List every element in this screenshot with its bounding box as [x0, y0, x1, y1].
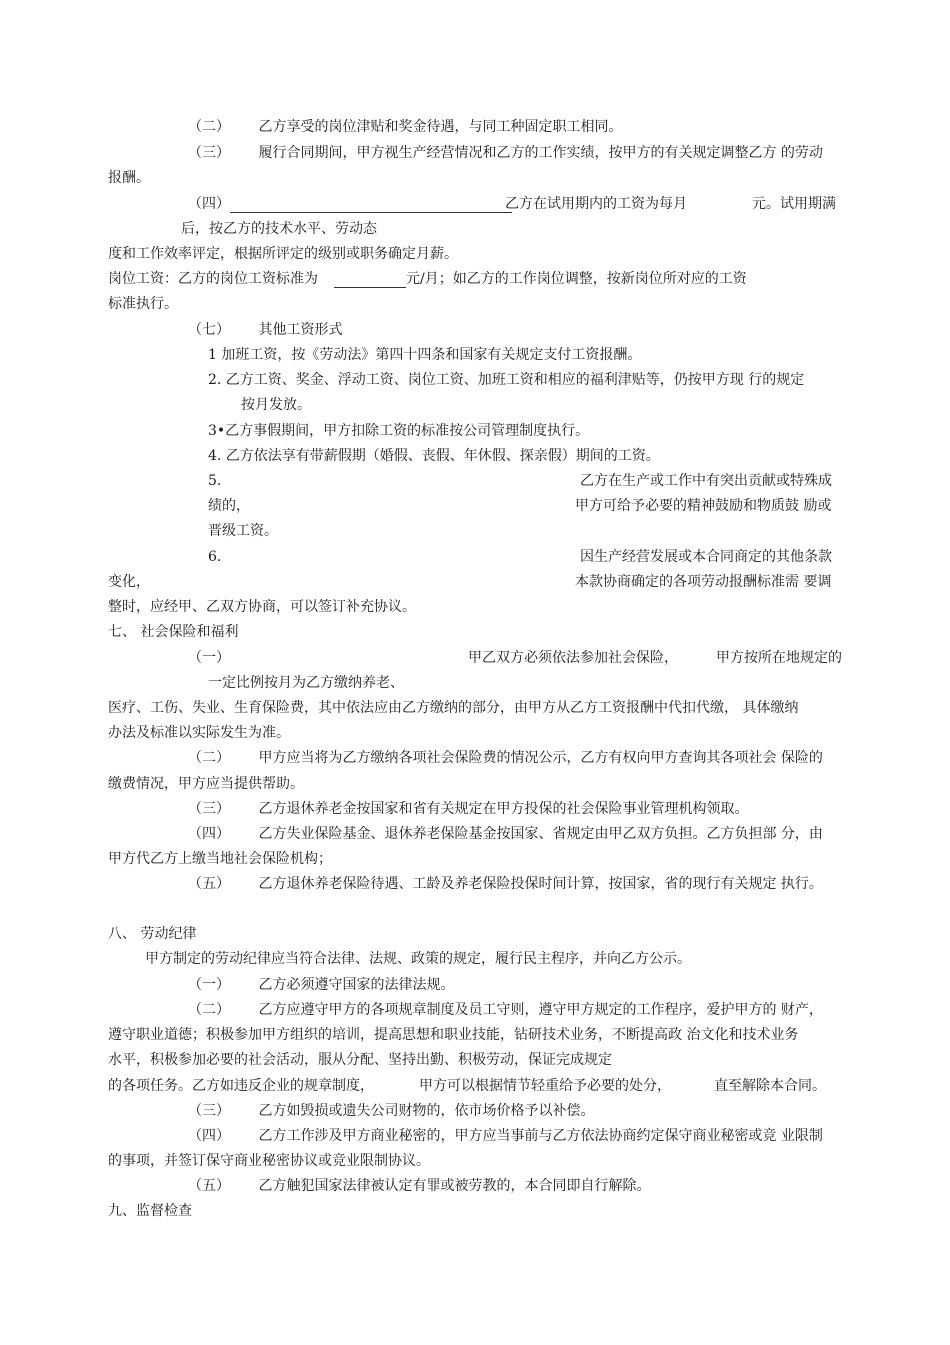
item-number: （四）	[188, 826, 230, 842]
item-number: （三）	[188, 145, 230, 161]
item-number: （五）	[188, 876, 230, 892]
item-7-1-line4: 办法及标准以实际发生为准。	[108, 725, 290, 741]
item-text: 乙方如毁损或遗失公司财物的，依市场价格予以补偿。	[258, 1103, 595, 1119]
wage-form-4: 4. 乙方依法享有带薪假期（婚假、丧假、年休假、探亲假）期间的工资。	[208, 448, 660, 464]
item-number: （四）	[188, 196, 230, 212]
item-number: （二）	[188, 750, 230, 766]
item-title: 其他工资形式	[258, 322, 343, 338]
blank-field	[334, 287, 406, 288]
item-6-2	[188, 118, 622, 136]
wage-form-5-text: 乙方在生产或工作中有突出贡献或特殊成	[580, 473, 832, 489]
item-number: （三）	[188, 1103, 230, 1119]
wage-form-6-text: 因生产经营发展或本合同商定的其他条款	[580, 549, 832, 565]
item-text: 乙方工作涉及甲方商业秘密的，甲方应当事前与乙方依法协商约定保守商业秘密或竞 业限制	[258, 1128, 823, 1144]
item-7-1-line3: 医疗、工伤、失业、生育保险费，其中依法应由乙方缴纳的部分，由甲方从乙方工资报酬中代扣代缴， 具体缴纳	[108, 700, 799, 716]
item-7-4	[188, 825, 823, 843]
item-text: 乙方触犯国家法律被认定有罪或被劳教的，本合同即自行解除。	[258, 1178, 651, 1194]
wage-form-5-line3: 晋级工资。	[208, 523, 278, 539]
wage-form-3: 3•乙方事假期间，甲方扣除工资的标准按公司管理制度执行。	[208, 423, 590, 439]
item-number: （七）	[188, 322, 230, 338]
item-text: 甲方应当将为乙方缴纳各项社会保险费的情况公示，乙方有权向甲方查询其各项社会 保险的	[258, 750, 823, 766]
wage-form-1: 1 加班工资，按《劳动法》第四十四条和国家有关规定支付工资报酬。	[208, 347, 642, 363]
section-9-heading: 九、监督检查	[108, 1203, 192, 1219]
item-7-1-text-a: 甲乙双方必须依法参加社会保险，	[468, 650, 678, 666]
item-6-4	[188, 195, 512, 213]
item-8-2	[188, 1001, 823, 1019]
item-6-3-cont: 报酬。	[108, 170, 150, 186]
section-8-heading: 八、 劳动纪律	[108, 926, 197, 942]
section-7-heading: 七、 社会保险和福利	[108, 624, 239, 640]
item-7-3	[188, 800, 748, 818]
item-text: 乙方享受的岗位津贴和奖金待遇，与同工种固定职工相同。	[258, 119, 623, 135]
item-6-4-salary-text: 乙方在试用期内的工资为每月	[505, 196, 687, 212]
item-text: 乙方退休养老保险待遇、工龄及养老保险投保时间计算，按国家，省的现行有关规定 执行。	[258, 876, 823, 892]
item-7-4-cont: 甲方代乙方上缴当地社会保险机构；	[108, 851, 332, 867]
item-text: 乙方必须遵守国家的法律法规。	[258, 977, 455, 993]
item-6-4-line2: 后，按乙方的技术水平、劳动态	[181, 221, 377, 237]
wage-form-5-number: 5.	[208, 473, 222, 489]
item-number: （五）	[188, 1178, 230, 1194]
item-6-3	[188, 144, 823, 162]
item-7-1-text-b: 甲方按所在地规定的	[716, 650, 842, 666]
item-7-2	[188, 749, 823, 767]
item-number: （二）	[188, 119, 230, 135]
item-7-1-line2: 一定比例按月为乙方缴纳养老、	[208, 675, 404, 691]
item-text: 乙方退休养老金按国家和省有关规定在甲方投保的社会保险事业管理机构领取。	[258, 801, 749, 817]
post-salary-cont: 标准执行。	[108, 296, 178, 312]
item-text: 乙方应遵守甲方的各项规章制度及员工守则，遵守甲方规定的工作程序，爱护甲方的 财产，	[258, 1002, 823, 1018]
wage-form-6-line2a: 变化，	[108, 574, 150, 590]
item-number: （二）	[188, 1002, 230, 1018]
item-number: （四）	[188, 1128, 230, 1144]
post-salary-text: 元/月；如乙方的工作岗位调整，按新岗位所对应的工资	[406, 271, 747, 287]
item-8-2-line4c: 直至解除本合同。	[714, 1078, 826, 1094]
blank-field	[230, 212, 512, 213]
item-8-2-line4b: 甲方可以根据情节轻重给予必要的处分，	[419, 1078, 671, 1094]
item-number: （一）	[188, 977, 230, 993]
item-7-2-cont: 缴费情况，甲方应当提供帮助。	[108, 776, 304, 792]
wage-form-5-line2b: 甲方可给予必要的精神鼓励和物质鼓 励或	[575, 498, 832, 514]
item-8-4	[188, 1127, 823, 1145]
item-7-5	[188, 875, 823, 893]
section-8-intro: 甲方制定的劳动纪律应当符合法律、法规、政策的规定，履行民主程序，并向乙方公示。	[145, 951, 691, 967]
item-8-2-line3: 水平，积极参加必要的社会活动，服从分配、坚持出勤、积极劳动，保证完成规定	[108, 1052, 612, 1068]
wage-form-5-line2a: 绩的，	[208, 498, 250, 514]
item-number: （三）	[188, 801, 230, 817]
wage-form-2: 2. 乙方工资、奖金、浮动工资、岗位工资、加班工资和相应的福利津贴等，仍按甲方现 行的规定	[208, 372, 805, 388]
item-8-1	[188, 976, 454, 994]
item-6-4-line3: 度和工作效率评定，根据所评定的级别或职务确定月薪。	[108, 246, 458, 262]
item-8-2-line2: 遵守职业道德；积极参加甲方组织的培训，提高思想和职业技能，钻研技术业务，不断提高政 治文化和技术业务	[108, 1027, 799, 1043]
item-8-2-line4a: 的各项任务。乙方如违反企业的规章制度，	[108, 1078, 374, 1094]
wage-form-6-line3: 整时，应经甲、乙双方协商，可以签订补充协议。	[108, 599, 416, 615]
item-6-7	[188, 321, 342, 339]
wage-form-6-line2b: 本款协商确定的各项劳动报酬标准需 要调	[575, 574, 832, 590]
item-6-4-salary-unit: 元。试用期满	[752, 196, 836, 212]
post-salary-label: 岗位工资：乙方的岗位工资标准为	[108, 271, 318, 287]
item-8-3	[188, 1102, 594, 1120]
item-8-4-cont: 的事项，并签订保守商业秘密协议或竞业限制协议。	[108, 1153, 430, 1169]
wage-form-6-number: 6.	[208, 549, 222, 565]
item-text: 履行合同期间，甲方视生产经营情况和乙方的工作实绩，按甲方的有关规定调整乙方 的劳动	[258, 145, 823, 161]
item-7-1-number: （一）	[188, 650, 230, 666]
wage-form-2-cont: 按月发放。	[241, 397, 311, 413]
post-salary-line	[108, 270, 747, 288]
item-text: 乙方失业保险基金、退休养老保险基金按国家、省规定由甲乙双方负担。乙方负担部 分，由	[258, 826, 823, 842]
item-8-5	[188, 1177, 650, 1195]
